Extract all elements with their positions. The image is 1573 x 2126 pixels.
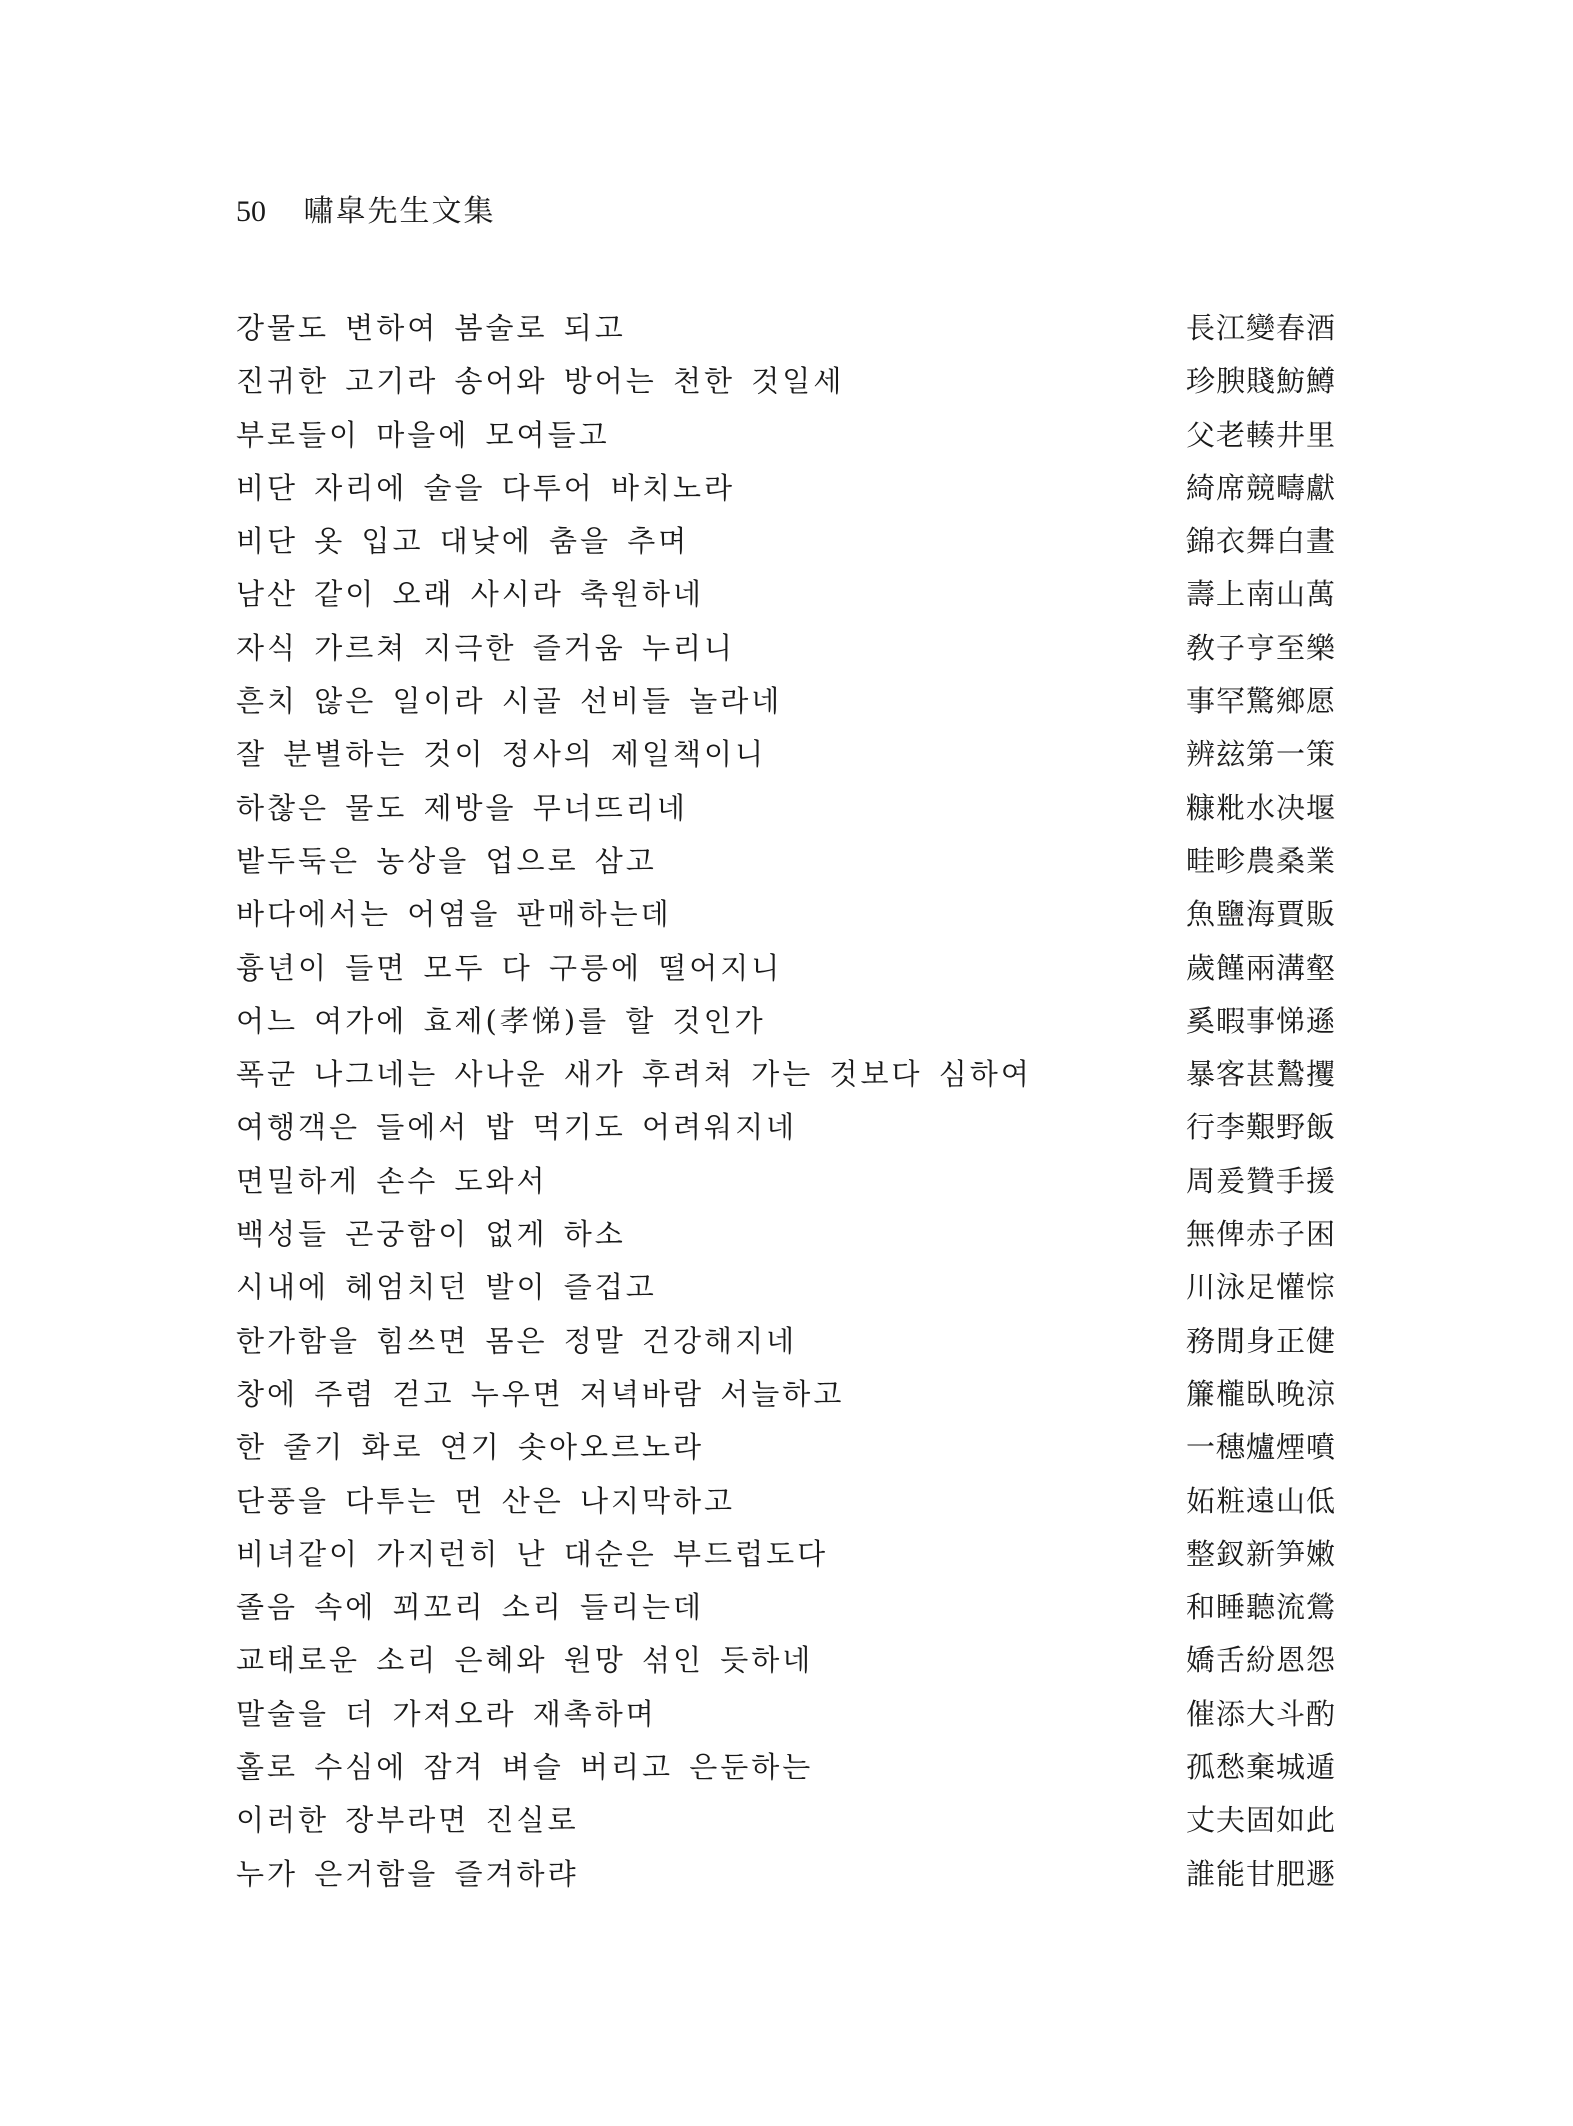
poem-line: [236, 1528, 1336, 1581]
poem-line: [236, 995, 1336, 1048]
poem-line: [236, 1368, 1336, 1421]
chinese-original: 嬌舌紛恩怨: [1185, 1643, 1336, 1678]
korean-translation: 밭두둑은 농상을 업으로 삼고: [236, 843, 657, 878]
chinese-original: 孤愁棄城遁: [1185, 1750, 1336, 1785]
chinese-original: 一穗爐煙噴: [1185, 1430, 1336, 1465]
chinese-original: 暴客甚鷙攫: [1185, 1057, 1336, 1092]
korean-translation: 단풍을 다투는 먼 산은 나지막하고: [236, 1483, 736, 1518]
chinese-original: 奚暇事悌遜: [1185, 1003, 1336, 1038]
korean-translation: 홀로 수심에 잠겨 벼슬 버리고 은둔하는: [236, 1750, 814, 1785]
poem-line: [236, 728, 1336, 781]
chinese-original: 糠粃水决堰: [1185, 790, 1336, 825]
korean-translation: 흔치 않은 일이라 시골 선비들 놀라네: [236, 684, 783, 719]
poem-line: [236, 1048, 1336, 1101]
korean-translation: 한가함을 힘쓰면 몸은 정말 건강해지네: [236, 1323, 798, 1358]
poem-line: [236, 568, 1336, 621]
poem-line: [236, 1475, 1336, 1528]
poem-body: [236, 302, 1336, 1901]
chinese-original: 敎子亨至樂: [1185, 630, 1336, 665]
chinese-original: 歲饉兩溝壑: [1185, 950, 1336, 985]
korean-translation: 여행객은 들에서 밥 먹기도 어려워지네: [236, 1110, 798, 1145]
poem-line: [236, 1261, 1336, 1314]
chinese-original: 周爰贊手援: [1185, 1163, 1336, 1198]
chinese-original: 川泳足懽悰: [1185, 1270, 1336, 1305]
korean-translation: 졸음 속에 꾀꼬리 소리 들리는데: [236, 1590, 705, 1625]
poem-line: [236, 1421, 1336, 1474]
chinese-original: 和睡聽流鶯: [1185, 1590, 1336, 1625]
chinese-original: 丈夫固如此: [1185, 1803, 1336, 1838]
korean-translation: 시내에 헤엄치던 발이 즐겁고: [236, 1270, 657, 1305]
chinese-original: 催添大斗酌: [1185, 1696, 1336, 1731]
poem-line: [236, 1741, 1336, 1794]
korean-translation: 비녀같이 가지런히 난 대순은 부드럽도다: [236, 1536, 829, 1571]
poem-line: [236, 888, 1336, 941]
korean-translation: 말술을 더 가져오라 재촉하며: [236, 1696, 657, 1731]
poem-line: [236, 782, 1336, 835]
poem-line: [236, 675, 1336, 728]
chinese-original: 錦衣舞白晝: [1185, 524, 1336, 559]
chinese-original: 長江變春酒: [1185, 311, 1336, 345]
poem-line: [236, 1688, 1336, 1741]
poem-line: [236, 835, 1336, 888]
poem-line: [236, 942, 1336, 995]
poem-line: [236, 462, 1336, 515]
korean-translation: 비단 자리에 술을 다투어 바치노라: [236, 470, 736, 505]
korean-translation: 진귀한 고기라 송어와 방어는 천한 것일세: [236, 364, 845, 399]
chinese-original: 行李艱野飯: [1185, 1110, 1336, 1145]
korean-translation: 흉년이 들면 모두 다 구릉에 떨어지니: [236, 950, 783, 985]
chinese-original: 務閒身正健: [1185, 1323, 1336, 1358]
poem-line: [236, 1848, 1336, 1901]
chinese-original: 父老輳井里: [1185, 417, 1336, 452]
korean-translation: 폭군 나그네는 사나운 새가 후려쳐 가는 것보다 심하여: [236, 1057, 1032, 1092]
korean-translation: 이러한 장부라면 진실로: [236, 1803, 579, 1838]
page-header: [236, 192, 496, 232]
korean-translation: 자식 가르쳐 지극한 즐거움 누리니: [236, 630, 736, 665]
korean-translation: 교태로운 소리 은혜와 원망 섞인 듯하네: [236, 1643, 814, 1678]
poem-line: [236, 1101, 1336, 1154]
korean-translation: 창에 주렴 걷고 누우면 저녁바람 서늘하고: [236, 1376, 845, 1411]
chinese-original: 珍腴賤魴鱒: [1185, 364, 1336, 399]
poem-line: [236, 1155, 1336, 1208]
korean-translation: 백성들 곤궁함이 없게 하소: [236, 1217, 626, 1252]
book-title: 嘯皐先生文集: [303, 194, 496, 229]
korean-translation: 한 줄기 화로 연기 솟아오르노라: [236, 1430, 705, 1465]
poem-line: [236, 355, 1336, 408]
poem-line: [236, 302, 1336, 355]
chinese-original: 事罕驚鄉愿: [1185, 684, 1336, 719]
chinese-original: 無俾赤子困: [1185, 1217, 1336, 1252]
korean-translation: 남산 같이 오래 사시라 축원하네: [236, 577, 705, 612]
korean-translation: 잘 분별하는 것이 정사의 제일책이니: [236, 737, 767, 772]
poem-line: [236, 1794, 1336, 1847]
poem-line: [236, 515, 1336, 568]
poem-line: [236, 409, 1336, 462]
chinese-original: 壽上南山萬: [1185, 577, 1336, 612]
korean-translation: 면밀하게 손수 도와서: [236, 1163, 548, 1198]
poem-line: [236, 1315, 1336, 1368]
chinese-original: 妬粧遠山低: [1185, 1483, 1336, 1518]
korean-translation: 부로들이 마을에 모여들고: [236, 417, 610, 452]
chinese-original: 畦畛農桑業: [1185, 843, 1336, 878]
korean-translation: 하찮은 물도 제방을 무너뜨리네: [236, 790, 688, 825]
poem-line: [236, 622, 1336, 675]
chinese-original: 簾櫳臥晚涼: [1185, 1376, 1336, 1411]
korean-translation: 누가 은거함을 즐겨하랴: [236, 1856, 579, 1891]
korean-translation: 바다에서는 어염을 판매하는데: [236, 897, 672, 932]
poem-line: [236, 1634, 1336, 1687]
chinese-original: 整釵新笋嫩: [1185, 1536, 1336, 1571]
korean-translation: 강물도 변하여 봄술로 되고: [236, 311, 626, 345]
chinese-original: 辨玆第一策: [1185, 737, 1336, 772]
poem-line: [236, 1581, 1336, 1634]
korean-translation: 어느 여가에 효제(孝悌)를 할 것인가: [236, 1003, 766, 1038]
poem-line: [236, 1208, 1336, 1261]
chinese-original: 綺席競疇獻: [1185, 470, 1336, 505]
chinese-original: 魚鹽海賈販: [1185, 897, 1336, 932]
chinese-original: 誰能甘肥遯: [1185, 1856, 1336, 1891]
page-number: 50: [236, 195, 266, 228]
korean-translation: 비단 옷 입고 대낮에 춤을 추며: [236, 524, 690, 559]
